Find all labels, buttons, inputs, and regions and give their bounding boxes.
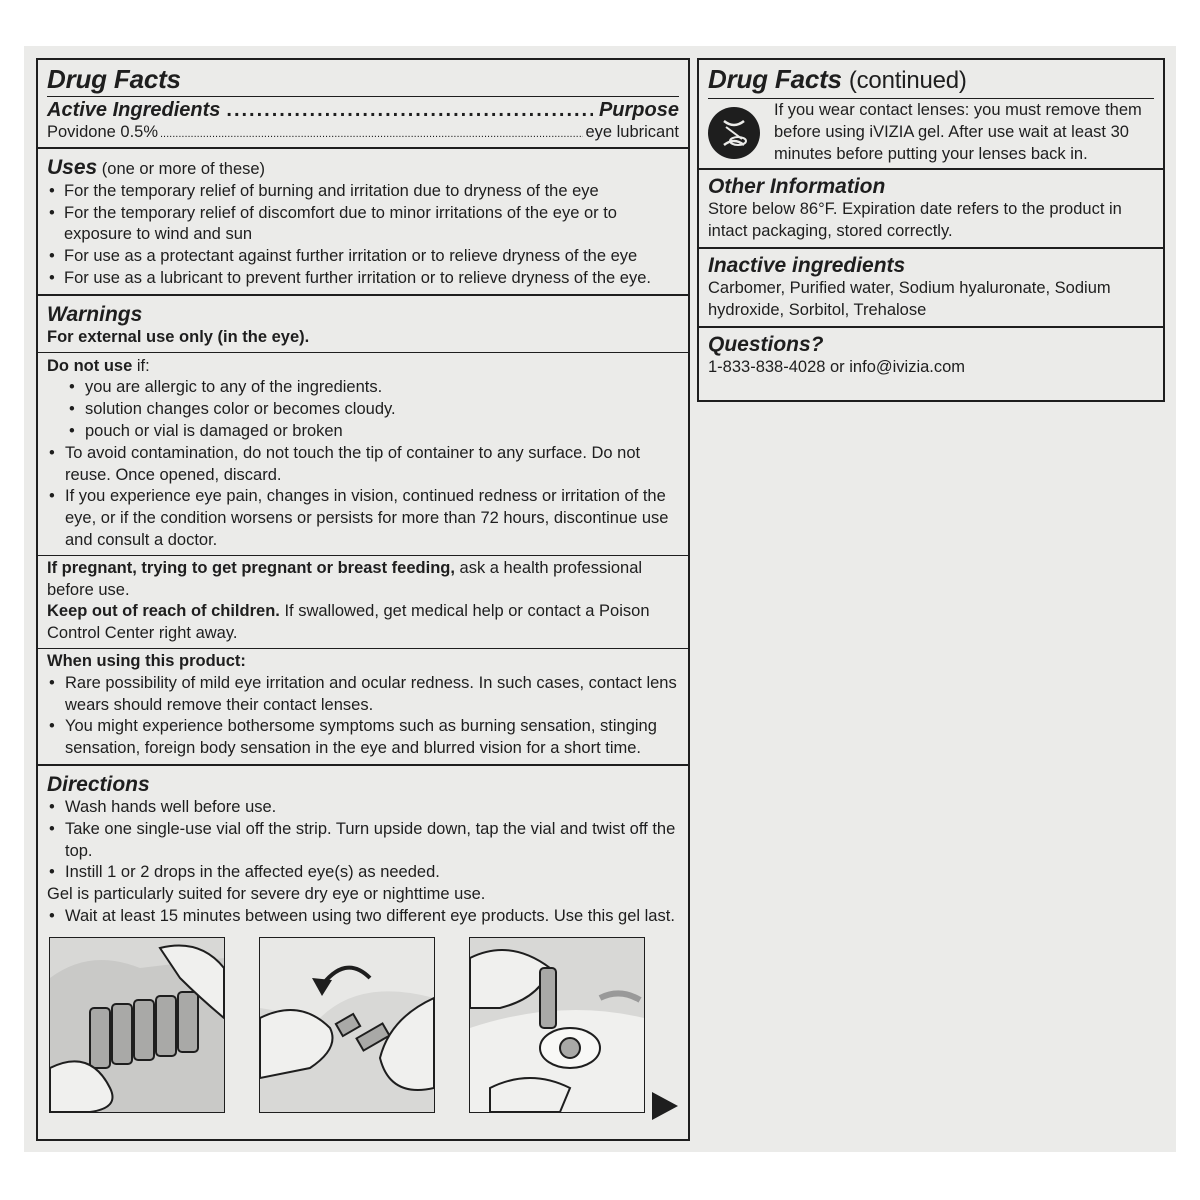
list-item: • Rare possibility of mild eye irritation and ocular redness. In such cases, contact lens wears should remove their contact lenses. [47,673,679,717]
ingredient-name: Povidone 0.5% [47,123,158,141]
drug-facts-title: Drug Facts [47,64,181,94]
vial-strip-illustration [49,937,225,1113]
purpose-label: Purpose [598,99,679,121]
leader-dots [160,122,583,144]
other-information-heading: Other Information [708,175,886,199]
directions-section [38,766,688,932]
list-item: • solution changes color or becomes cloudy. [47,399,679,421]
warnings-section [38,296,688,766]
uses-heading: Uses [47,156,98,179]
directions-heading: Directions [47,772,150,796]
list-item: • For the temporary relief of discomfort due to minor irritations of the eye or to exposure to wind and sun [47,203,679,247]
gel-note: Gel is particularly suited for severe dry eye or nighttime use. [47,885,486,904]
inactive-ingredients-heading: Inactive ingredients [708,253,906,277]
divider [38,352,688,353]
ingredient-purpose: eye lubricant [585,123,679,141]
ingredient-row [47,122,679,144]
twist-off-top-illustration [259,937,435,1113]
do-not-use-label: Do not use [47,356,133,375]
external-use-warning: For external use only (in the eye). [47,327,310,346]
general-warnings-list [47,443,679,552]
drug-facts-title-right: Drug Facts [708,64,842,94]
do-not-use-list [47,377,679,442]
warnings-heading: Warnings [47,302,143,326]
inactive-ingredients-text: Carbomer, Purified water, Sodium hyaluronate, Sodium hydroxide, Sorbitol, Trehalose [708,278,1111,319]
active-ingredients-label: Active Ingredients [47,99,221,121]
no-contact-lens-icon [708,107,760,159]
active-ingredients-header-row [47,96,679,122]
directions-list [47,797,679,884]
pregnancy-label: If pregnant, trying to get pregnant or breast feeding, [47,558,455,577]
leader-dots [226,98,593,122]
pregnancy-text: ask a health professional before use. [47,558,643,599]
list-item: • Take one single-use vial off the strip. Turn upside down, tap the vial and twist off the top. [47,819,679,863]
list-item: • You might experience bothersome symptoms such as burning sensation, stinging sensation, foreign body sensation in the eye and blurred vision for a short time. [47,716,679,760]
do-not-use-line [47,356,679,378]
divider [38,648,688,649]
children-text: If swallowed, get medical help or contact a Poison Control Center right away. [47,602,650,643]
list-item: • pouch or vial is damaged or broken [47,421,679,443]
pregnancy-warning [47,558,679,602]
list-item: • Instill 1 or 2 drops in the affected eye(s) as needed. [47,862,679,884]
list-item: • For use as a protectant against further irritation or to relieve dryness of the eye [47,246,679,268]
contact-lens-text: If you wear contact lenses: you must remove them before using iVIZIA gel. After use wait at least 30 minutes before putting your lenses back in. [774,101,1142,163]
list-item: • you are allergic to any of the ingredients. [47,377,679,399]
drug-facts-continued-title [708,64,1154,96]
do-not-use-suffix: if: [132,356,150,375]
questions-contact: 1-833-838-4028 or info@ivizia.com [708,357,966,376]
directions-illustrations [49,937,671,1127]
active-ingredients-section [38,60,688,149]
drug-facts-continued-panel [697,58,1165,402]
inactive-ingredients-section [699,249,1163,328]
continued-label: (continued) [848,67,967,94]
contact-lens-section [699,60,1163,170]
uses-section [38,149,688,296]
instill-drop-illustration [469,937,645,1113]
questions-heading: Questions? [708,332,824,356]
list-item: • For use as a lubricant to prevent further irritation or to relieve dryness of the eye. [47,268,679,290]
uses-list [47,181,679,290]
list-item: • For the temporary relief of burning and irritation due to dryness of the eye [47,181,679,203]
list-item: • Wait at least 15 minutes between using two different eye products. Use this gel last. [47,906,679,928]
directions-list-last [47,906,679,928]
contact-lens-notice [708,99,1154,165]
when-using-list [47,673,679,760]
drug-facts-panel [36,58,690,1141]
list-item: • Wash hands well before use. [47,797,679,819]
questions-section [699,328,1163,383]
triangle-right-icon [652,1092,678,1120]
children-warning [47,601,679,645]
list-item: • To avoid contamination, do not touch the tip of container to any surface. Do not reuse. Once opened, discard. [47,443,679,487]
children-label: Keep out of reach of children. [47,602,280,621]
divider [38,555,688,556]
when-using-label: When using this product: [47,651,246,670]
other-information-section [699,170,1163,249]
other-information-text: Store below 86°F. Expiration date refers to the product in intact packaging, stored correctly. [708,200,1122,241]
uses-subheading: (one or more of these) [101,160,266,178]
list-item: • If you experience eye pain, changes in vision, continued redness or irritation of the eye, or if the condition worsens or persists for more than 72 hours, discontinue use and consult a doctor. [47,486,679,551]
